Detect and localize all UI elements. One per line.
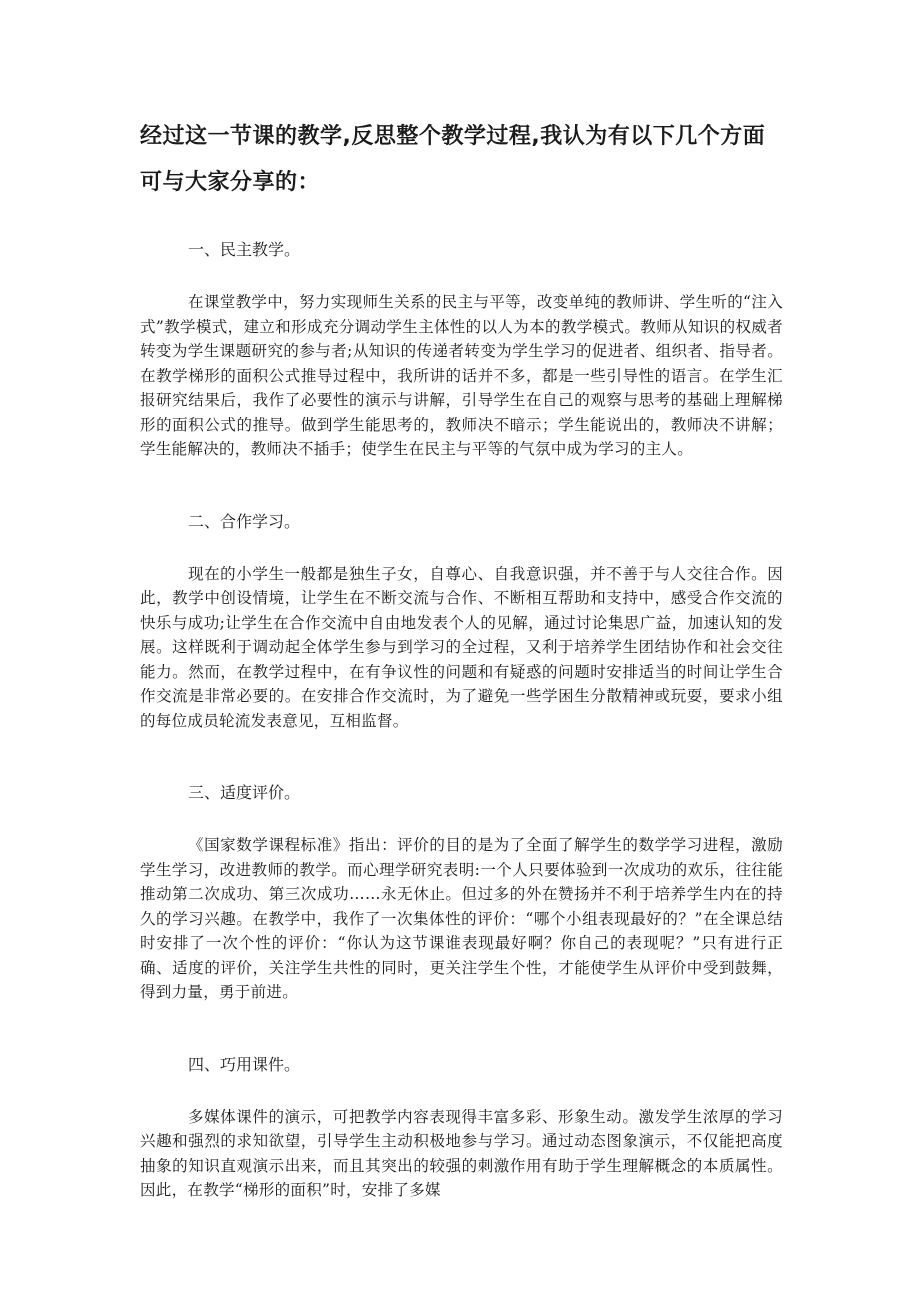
section-heading: 二、合作学习。 xyxy=(188,511,301,531)
document-page xyxy=(140,114,783,1203)
section-heading: 三、适度评价。 xyxy=(188,783,301,802)
section-heading: 一、民主教学。 xyxy=(188,240,301,259)
section-paragraph: 在课堂教学中，努力实现师生关系的民主与平等，改变单纯的教师讲、学生听的“注入式”教学模式，建立和形成充分调动学生主体性的以人为本的教学模式。教师从知识的权威者转变为学生课题研究的参与者;从知识的传递者转变为学生学习的促进者、组织者、指导者。在教学梯形的面积公式推导过程中，我所讲的话并不多，都是一些引导性的语言。在学生汇报研究结果后，我作了必要性的演示与讲解，引导学生在自己的观察与思考的基础上理解梯形的面积公式的推导。做到学生能思考的，教师决不暗示；学生能说出的，教师决不讲解；学生能解决的，教师决不插手；使学生在民主与平等的气氛中成为学习的主人。 xyxy=(140,293,783,458)
section-paragraph: 现在的小学生一般都是独生子女，自尊心、自我意识强，并不善于与人交往合作。因此，教学中创设情境，让学生在不断交流与合作、不断相互帮助和支持中，感受合作交流的快乐与成功;让学生在合作交流中自由地发表个人的见解，通过讨论集思广益，加速认知的发展。这样既利于调动起全体学生参与到学习的全过程，又利于培养学生团结协作和社会交往能力。然而，在教学过程中，在有争议性的问题和有疑惑的问题时安排适当的时间让学生合作交流是非常必要的。在安排合作交流时，为了避免一些学困生分散精神或玩耍，要求小组的每位成员轮流发表意见，互相监督。 xyxy=(140,564,783,730)
section-paragraph: 《国家数学课程标准》指出：评价的目的是为了全面了解学生的数学学习进程，激励学生学习，改进教师的教学。而心理学研究表明:一个人只要体验到一次成功的欢乐，往往能推动第二次成功、第三次成功……永无休止。但过多的外在赞扬并不利于培养学生内在的持久的学习兴趣。在教学中，我作了一次集体性的评价：“哪个小组表现最好的？”在全课总结时安排了一次个性的评价：“你认为这节课谁表现最好啊？你自己的表现呢？”只有进行正确、适度的评价，关注学生共性的同时，更关注学生个性，才能使学生从评价中受到鼓舞，得到力量，勇于前进。 xyxy=(140,836,783,1001)
section-moderate-evaluation xyxy=(140,781,783,1005)
section-heading: 四、巧用课件。 xyxy=(188,1054,301,1074)
section-paragraph: 多媒体课件的演示，可把教学内容表现得丰富多彩、形象生动。激发学生浓厚的学习兴趣和强烈的求知欲望，引导学生主动积极地参与学习。通过动态图象演示，不仅能把高度抽象的知识直观演示出来，而且其突出的较强的刺激作用有助于学生理解概念的本质属性。因此，在教学“梯形的面积”时，安排了多媒 xyxy=(140,1107,783,1199)
section-democratic-teaching xyxy=(140,238,783,462)
section-courseware-use xyxy=(140,1053,783,1203)
document-title: 经过这一节课的教学,反思整个教学过程,我认为有以下几个方面可与大家分享的： xyxy=(140,124,766,195)
section-cooperative-learning xyxy=(140,510,783,734)
